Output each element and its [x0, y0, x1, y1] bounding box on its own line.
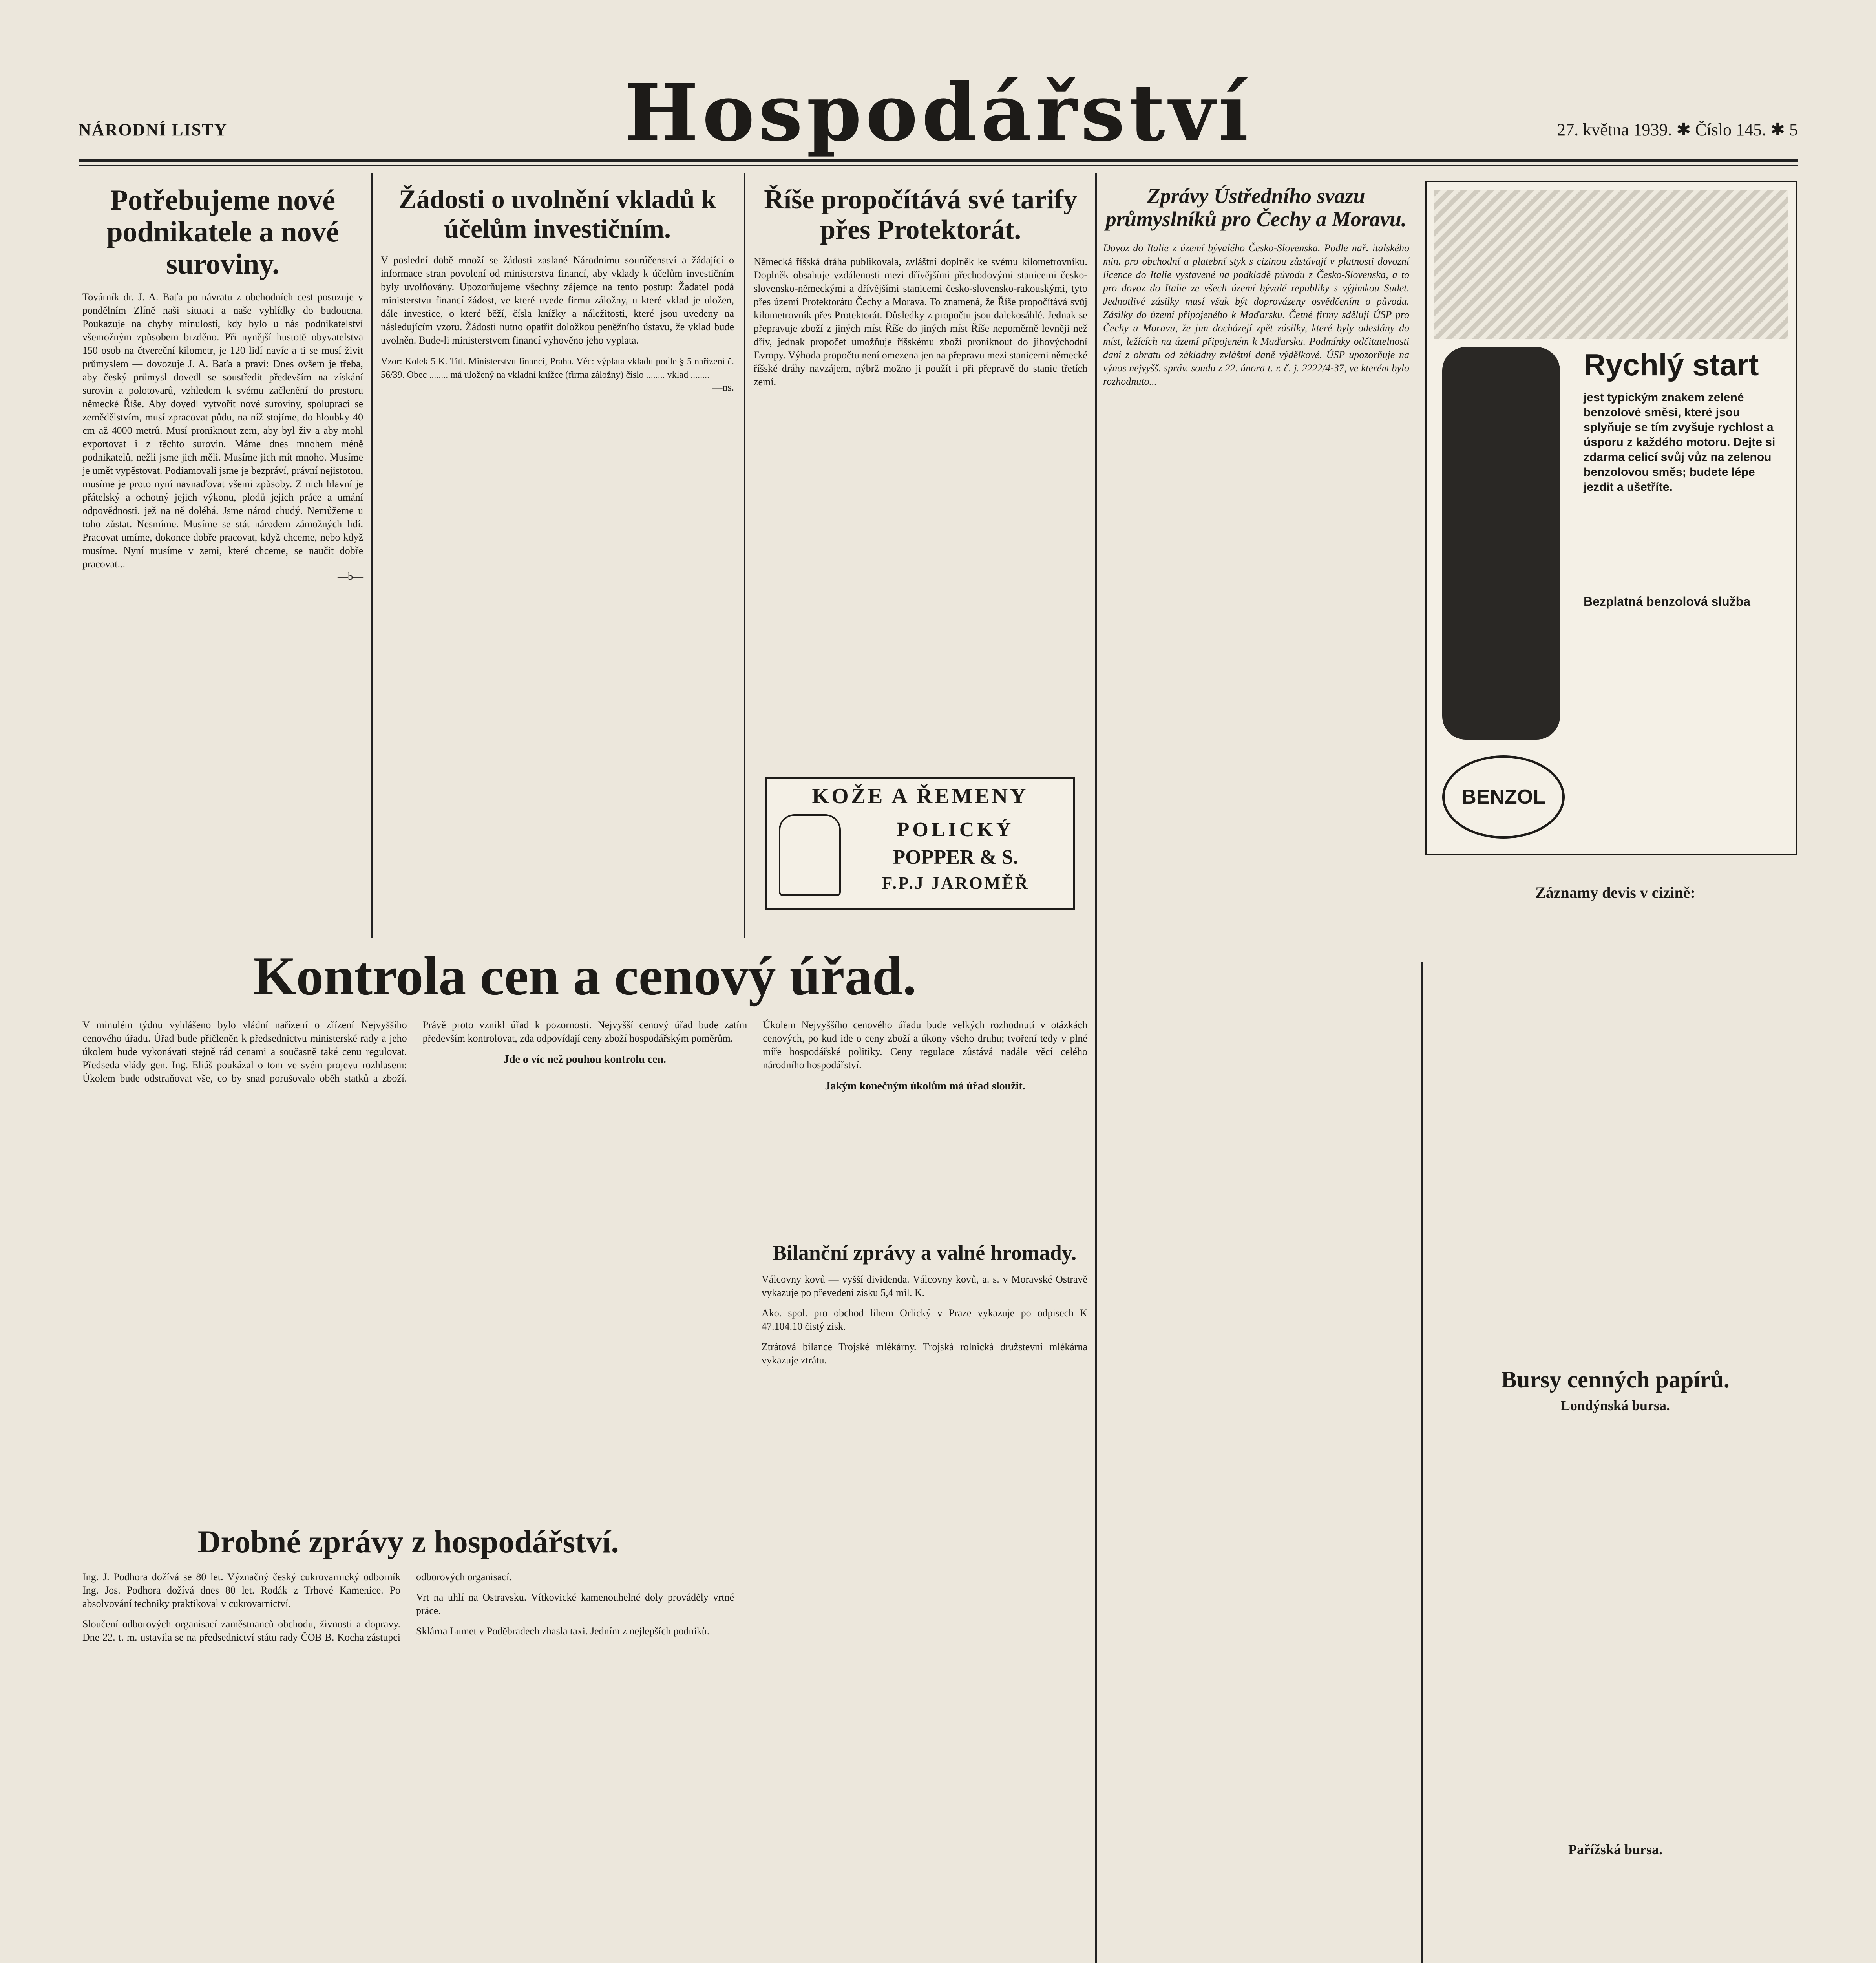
- section-bursy: [1433, 1366, 1798, 1414]
- article-title: Říše propočítává své tarify přes Protektorát.: [764, 185, 1077, 245]
- ad-line: POPPER & S.: [893, 846, 1018, 868]
- section-title: Drobné zprávy z hospodářství.: [197, 1524, 619, 1559]
- car-illustration: [1434, 190, 1788, 339]
- masthead-rule-thin: [79, 165, 1798, 166]
- article-title: Potřebujeme nové podnikatele a nové suroviny.: [106, 184, 339, 280]
- ad-line: F.P.J JAROMĚŘ: [882, 874, 1029, 893]
- ad-text: jest typickým znakem zelené benzolové směsi, které jsou splyňuje se tím zvyšuje rychlost a úsporu z každého motoru. Dejte si zdarma celicí svůj vůz na zelenou benzolovou směs; budete lépe jezdit a ušetříte.: [1584, 391, 1776, 493]
- article-usp: [1103, 185, 1409, 388]
- subheading: Jde o víc než pouhou kontrolu cen.: [503, 1053, 667, 1066]
- column-divider: [371, 173, 373, 938]
- section-drobne: [82, 1523, 734, 1644]
- section-bilance: [762, 1241, 1087, 1367]
- ad-headline: Rychlý start: [1584, 347, 1759, 382]
- ad-benzol: [1425, 181, 1797, 855]
- news-item: Válcovny kovů — vyšší dividenda. Válcovny kovů, a. s. v Moravské Ostravě vykazuje po převedení zisku 5,4 mil. K.: [762, 1274, 1087, 1298]
- article-body: Úkolem Nejvyššího cenového úřadu bude velkých rozhodnutí v otázkách cenových, po kud ide o ceny zboží a úkony všeho druhu; tvoření tedy v plné míře hospodářské politiky. Ceny regulace zůstává nadále věcí celého národního hospodářství.: [763, 1019, 1087, 1071]
- article-tarify: [754, 185, 1087, 389]
- issue-date: 27. května 1939. ✱ Číslo 145. ✱ 5: [1557, 120, 1798, 139]
- ad-koze-remeny: [765, 777, 1075, 910]
- article-body: V minulém týdnu vyhlášeno bylo vládní nařízení o zřízení Nejvyššího cenového úřadu. Úřad bude přičleněn k předsednictvu ministerské rady a jeho úkolem bude vykonávati stejně rád cenami a současně také cenu regulovat. Předseda vlády gen. Ing. Eliáš poukázal o tom ve svém projevu rozhlasem: Úkolem bude odstraňovat vše, co by snad porušovalo oběh statků a zboží. Právě proto vznikl úřad k pozornosti. Nejvyšší cenový úřad bude zatím především kontrolovat, zda odpovídají ceny zboží hospodářským poměrům.: [82, 1019, 747, 1084]
- newspaper-name: NÁRODNÍ LISTY: [79, 120, 228, 139]
- subheading: Jakým konečným úkolům má úřad sloužit.: [825, 1080, 1025, 1092]
- article-signature: —ns.: [712, 381, 734, 393]
- masthead-rule: [79, 159, 1798, 162]
- benzol-logo: BENZOL: [1442, 755, 1565, 839]
- article-signature: —b—: [338, 571, 363, 583]
- ad-footer: Bezplatná benzolová služba: [1584, 594, 1750, 609]
- traffic-light-icon: [1442, 347, 1560, 740]
- article-body: Německá říšská dráha publikovala, zvláštní doplněk ke svému kilometrovníku. Doplněk obsahuje vzdálenosti mezi dřívějšími přechodovými stanicemi česko-slovensko-německými a dřívějšími stanicemi česko-slovensko-rakouskými, tyto přes území Protektorátu Čechy a Morava. To znamená, že Říše propočítává svůj kilometrovník přes Protektorát. Důsledky z propočtu jsou dalekosáhlé. Jednak se přepravuje zboží z jiných míst Říše do jiných míst Říše nepoměrně levněji než dřív, jednak propočet umožňuje říšskému zboží proniknout do jihovýchodní Evropy. Výhoda propočtu není omezena jen na přepravu mezi stanicemi německé říšské dráhy navzájem, nýbrž možno ji použít i při přepravě do stanic třetích zemí.: [754, 256, 1087, 387]
- column-divider: [1421, 962, 1423, 1963]
- article-vklady: [381, 185, 734, 393]
- section-title: Bursy cenných papírů.: [1501, 1367, 1730, 1393]
- ad-line: POLICKÝ: [897, 819, 1014, 841]
- boot-icon: [779, 814, 841, 896]
- news-item: Sloučení odborových organisací zaměstnanců obchodu, živnosti a dopravy. Dne 22. t. m. ustavila se na předsednictví státu rady ČOB B. Kocha zástupci odborových organisací.: [82, 1571, 512, 1643]
- section-pariz: [1433, 1841, 1798, 1858]
- news-item: Ztrátová bilance Trojské mlékárny. Trojská rolnická družstevní mlékárna vykazuje ztrátu.: [762, 1341, 1087, 1366]
- subheading: Londýnská bursa.: [1560, 1398, 1670, 1413]
- section-title: Záznamy devis v cizině:: [1535, 884, 1695, 901]
- news-item: Vrt na uhlí na Ostravsku. Vítkovické kamenouhelné doly prováděly vrtné práce.: [416, 1592, 734, 1616]
- article-podnikatele: [82, 185, 363, 583]
- article-body: V poslední době množí se žádosti zaslané Národnímu sourúčenství a žádající o informace stran povolení od ministerstva financí, aby vklady k účelům investičním byly uvolňovány. Upozorňujeme všechny zájemce na tento postup: Žadatel podá ministerstvu financí žádost, ve které uvede firmu záložny, u které vklad je uložen, dále investice, o které běží, čísla knížky a náležitosti, které jsou uvedeny na následujícím vzoru. Žádosti nutno opatřit doložkou peněžního ústavu, že vklad bude uvolněn. Bude-li ministerstvem financí vyhověno jeho vyplata.: [381, 254, 734, 346]
- ad-line: KOŽE A ŘEMENY: [812, 784, 1028, 808]
- article-body: Továrník dr. J. A. Baťa po návratu z obchodních cest posuzuje v pondělním Zlíně naši situaci a naše vyhlídky do budoucna. Poukazuje na chyby minulosti, kdy bylo u nás podnikatelství všemožným způsobem brzděno. Při nynější hustotě obyvatelstva 150 osob na čtvereční kilometr, je 120 lidí navíc a ti se musí živit průmyslem — dovozuje J. A. Baťa a praví: Dnes ovšem je třeba, aby český průmysl dovedl se soustředit především na získání surovin a polotovarů, vzhledem k svému začlenění do prostoru německé Říše. Aby dovedl vytvořit nové suroviny, spoluprací se zemědělstvím, musí zpracovat půdu, na níž stojíme, do hloubky 40 cm až 4000 metrů. Musí proniknout zem, aby byl živ a aby mohl exportovat i z těchto surovin. Máme dnes mnohem méně podnikatelů, nežli jsme jich měli. Musíme jich mít mnoho. Musíme je umět vypěstovat. Podiamovali jsme je bezpráví, právní nejistotou, musíme je proto nyní navnaďovat všemi způsoby. Z nich hlavní je přátelský a ochotný jejich výkonu, plodů jejich práce a umání odpovědnosti, jež na ně doléhá. Jsme národ chudý. Nemůžeme u toho zůstat. Nesmíme. Musíme se stát národem zámožných lidí. Pracovat umíme, dokonce dobře pracovat, když chceme, nebo když musíme. Nyní musíme v zemi, které chceme, se naučit dobře pracovat...: [82, 291, 363, 570]
- section-zaznamy: [1433, 883, 1798, 902]
- masthead: [79, 51, 1798, 161]
- article-title: Kontrola cen a cenový úřad.: [253, 946, 917, 1007]
- article-kontrola: [82, 946, 1087, 1093]
- article-form: Vzor: Kolek 5 K. Titl. Ministerstvu financí, Praha. Věc: výplata vkladu podle § 5 nařízení č. 56/39. Obec ........ má uložený na vkladní knížce (firma záložny) číslo ........ vklad ........: [381, 356, 734, 380]
- article-title: Zprávy Ústředního svazu průmyslníků pro Čechy a Moravu.: [1105, 184, 1407, 231]
- article-body: Dovoz do Italie z území bývalého Česko-Slovenska. Podle nař. italského min. pro obchodní a platební styk s cizinou zůstávají v platnosti dovozní licence do Italie vystavené na podkladě původu z Česko-Slovenska, a to pro dovoz do Italie ze všech území bývalé republiky s výjimkou Sudet. Jednotlivé zásilky musí však být doprovázeny osvědčením o původu. Zásilky do území připojeného k Maďarsku. Četné firmy sdělují ÚSP pro Čechy a Moravu, že jim docházejí zpět zásilky, které byly odeslány do míst, ležících na území připojeném k Maďarsku. Podmínky odčitatelnosti daní z obratu od základny zvláštní daně výdělkové. ÚSP upozorňuje na výnos nejvyšš. správ. soudu z 22. února t. r. č. j. 2222/4-37, ve kterém bylo rozhodnuto...: [1103, 242, 1409, 387]
- column-divider: [1095, 173, 1097, 1963]
- article-title: Žádosti o uvolnění vkladů k účelům investičním.: [398, 184, 716, 243]
- news-item: Ako. spol. pro obchod lihem Orlický v Praze vykazuje po odpisech K 47.104.10 čistý zisk.: [762, 1307, 1087, 1332]
- subheading: Pařížská bursa.: [1568, 1842, 1662, 1857]
- news-item: Sklárna Lumet v Poděbradech zhasla taxi. Jedním z nejlepších podniků.: [416, 1625, 710, 1637]
- column-divider: [744, 173, 745, 938]
- news-item: Ing. J. Podhora dožívá se 80 let. Význačný český cukrovarnický odborník Ing. Jos. Podhora dožívá dnes 80 let. Rodák z Trhové Kamenice. Po absolvování techniky praktikoval v cukrovarnictví.: [82, 1571, 400, 1609]
- section-title: Bilanční zprávy a valné hromady.: [772, 1241, 1077, 1265]
- section-title: Hospodářství: [624, 67, 1253, 159]
